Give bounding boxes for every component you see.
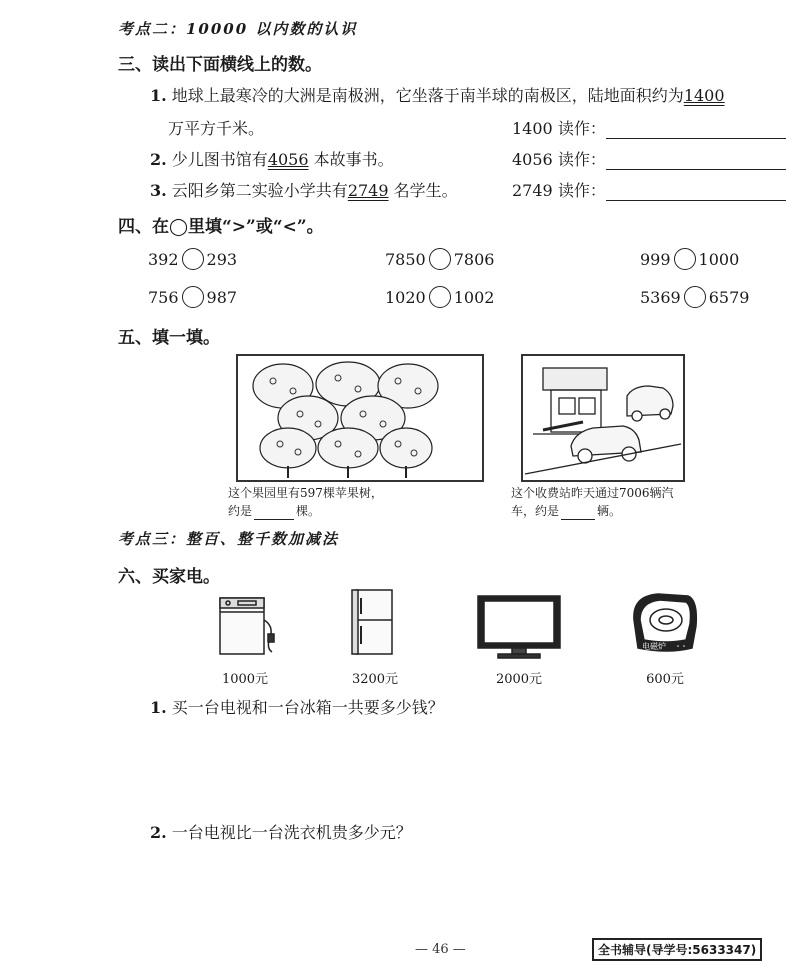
q6-question-1 [150, 695, 444, 718]
q6-question-2-index: 2. [150, 823, 167, 842]
q3-read-1-number: 1400 [512, 119, 553, 138]
price-refrigerator: 3200元 [351, 672, 399, 687]
q3-item-1-index: 1. [150, 86, 167, 105]
answer-circle[interactable] [684, 286, 706, 308]
price-television: 2000元 [495, 672, 543, 687]
compare-right: 1000 [698, 249, 740, 269]
q6-question-1-text: 买一台电视和一台冰箱一共要多少钱？ [171, 698, 444, 717]
toll-caption-line2 [511, 502, 701, 520]
q3-item-2-index: 2. [150, 150, 167, 169]
q3-item-3-number: 2749 [347, 181, 389, 200]
answer-circle[interactable] [429, 286, 451, 308]
q6-answer-area-1[interactable] [150, 725, 750, 815]
compare-left: 756 [148, 287, 179, 307]
price-induction-cooker: 600元 [646, 672, 684, 687]
compare-right: 7806 [453, 249, 495, 269]
question-6-title: 六、买家电。 [118, 567, 220, 587]
orchard-picture [236, 354, 484, 482]
toll-caption [511, 484, 701, 520]
answer-circle[interactable] [674, 248, 696, 270]
compare-left: 7850 [385, 249, 426, 269]
question-5-title: 五、填一填。 [118, 328, 220, 348]
compare-left: 999 [640, 249, 671, 269]
price-washing-machine: 1000元 [221, 672, 269, 687]
answer-circle[interactable] [429, 248, 451, 270]
q6-question-2 [150, 820, 412, 843]
q6-question-2-text: 一台电视比一台洗衣机贵多少元？ [171, 823, 412, 842]
compare-left: 5369 [640, 287, 681, 307]
q3-item-1-number: 1400 [683, 86, 725, 105]
compare-1-2 [385, 248, 494, 270]
television-icon [474, 592, 564, 666]
q3-read-3-number: 2749 [512, 181, 553, 200]
compare-right: 1002 [453, 287, 495, 307]
q3-read-3-label: 读作： [557, 181, 606, 200]
q3-item-1-text: 地球上最寒冷的大洲是南极洲，它坐落于南半球的南极区，陆地面积约为 [171, 86, 684, 105]
answer-circle[interactable] [182, 248, 204, 270]
q3-item-1-cont: 万平方千米。 [168, 119, 265, 138]
q3-item-2-cont: 本故事书。 [313, 150, 394, 169]
q3-item-3-cont: 名学生。 [393, 181, 458, 200]
induction-cooker-label: 电磁炉 [642, 642, 666, 651]
orchard-caption-prefix: 约是 [228, 504, 253, 518]
q3-read-3 [512, 178, 786, 201]
compare-left: 392 [148, 249, 179, 269]
compare-right: 293 [206, 249, 238, 269]
toll-caption-prefix: 车，约是 [511, 504, 560, 518]
orchard-answer-line[interactable] [254, 518, 294, 520]
q3-item-3 [150, 178, 458, 201]
toll-caption-suffix: 辆。 [597, 504, 622, 518]
compare-right: 6579 [708, 287, 750, 307]
orchard-caption [228, 484, 488, 520]
orchard-caption-suffix: 棵。 [296, 504, 321, 518]
compare-1-3 [640, 248, 739, 270]
compare-2-3 [640, 286, 749, 308]
refrigerator-icon [350, 588, 398, 662]
q6-question-1-index: 1. [150, 698, 167, 717]
compare-left: 1020 [385, 287, 426, 307]
toll-caption-line1: 这个收费站昨天通过7006辆汽 [511, 486, 674, 500]
toll-station-picture [521, 354, 685, 482]
q3-read-2-number: 4056 [512, 150, 553, 169]
compare-2-1 [148, 286, 237, 308]
q3-item-2-number: 4056 [267, 150, 309, 169]
page-number: — 46 — [415, 942, 466, 957]
q3-item-3-text: 云阳乡第二实验小学共有 [171, 181, 348, 200]
toll-answer-line[interactable] [561, 518, 595, 520]
q3-item-3-index: 3. [150, 181, 167, 200]
q3-answer-line-1[interactable] [606, 137, 786, 139]
q3-read-2 [512, 147, 786, 170]
answer-circle[interactable] [182, 286, 204, 308]
q3-item-1 [150, 83, 790, 106]
q3-read-2-label: 读作： [557, 150, 606, 169]
q3-item-2-text: 少儿图书馆有 [171, 150, 268, 169]
question-4-title: 四、在◯里填“>”或“<”。 [118, 217, 324, 237]
compare-2-2 [385, 286, 494, 308]
compare-right: 987 [206, 287, 238, 307]
q3-read-1-label: 读作： [557, 119, 606, 138]
q6-answer-area-2[interactable] [150, 850, 750, 930]
section-heading-3: 考点三：整百、整千数加减法 [118, 530, 340, 548]
q3-answer-line-3[interactable] [606, 199, 786, 201]
toll-station-illustration [523, 356, 683, 480]
q3-item-2 [150, 147, 394, 170]
orchard-caption-line2 [228, 502, 488, 520]
section-heading-2: 考点二：10000 以内数的认识 [118, 20, 358, 38]
q3-read-1 [512, 116, 786, 139]
washing-machine-icon [214, 590, 280, 660]
orchard-caption-line1: 这个果园里有597棵苹果树， [228, 486, 383, 500]
guide-badge: 全书辅导(导学号:5633347) [592, 938, 762, 961]
apple-trees-illustration [238, 356, 482, 480]
q3-answer-line-2[interactable] [606, 168, 786, 170]
induction-cooker-icon [628, 590, 700, 660]
compare-1-1 [148, 248, 237, 270]
question-3-title: 三、读出下面横线上的数。 [118, 55, 322, 75]
